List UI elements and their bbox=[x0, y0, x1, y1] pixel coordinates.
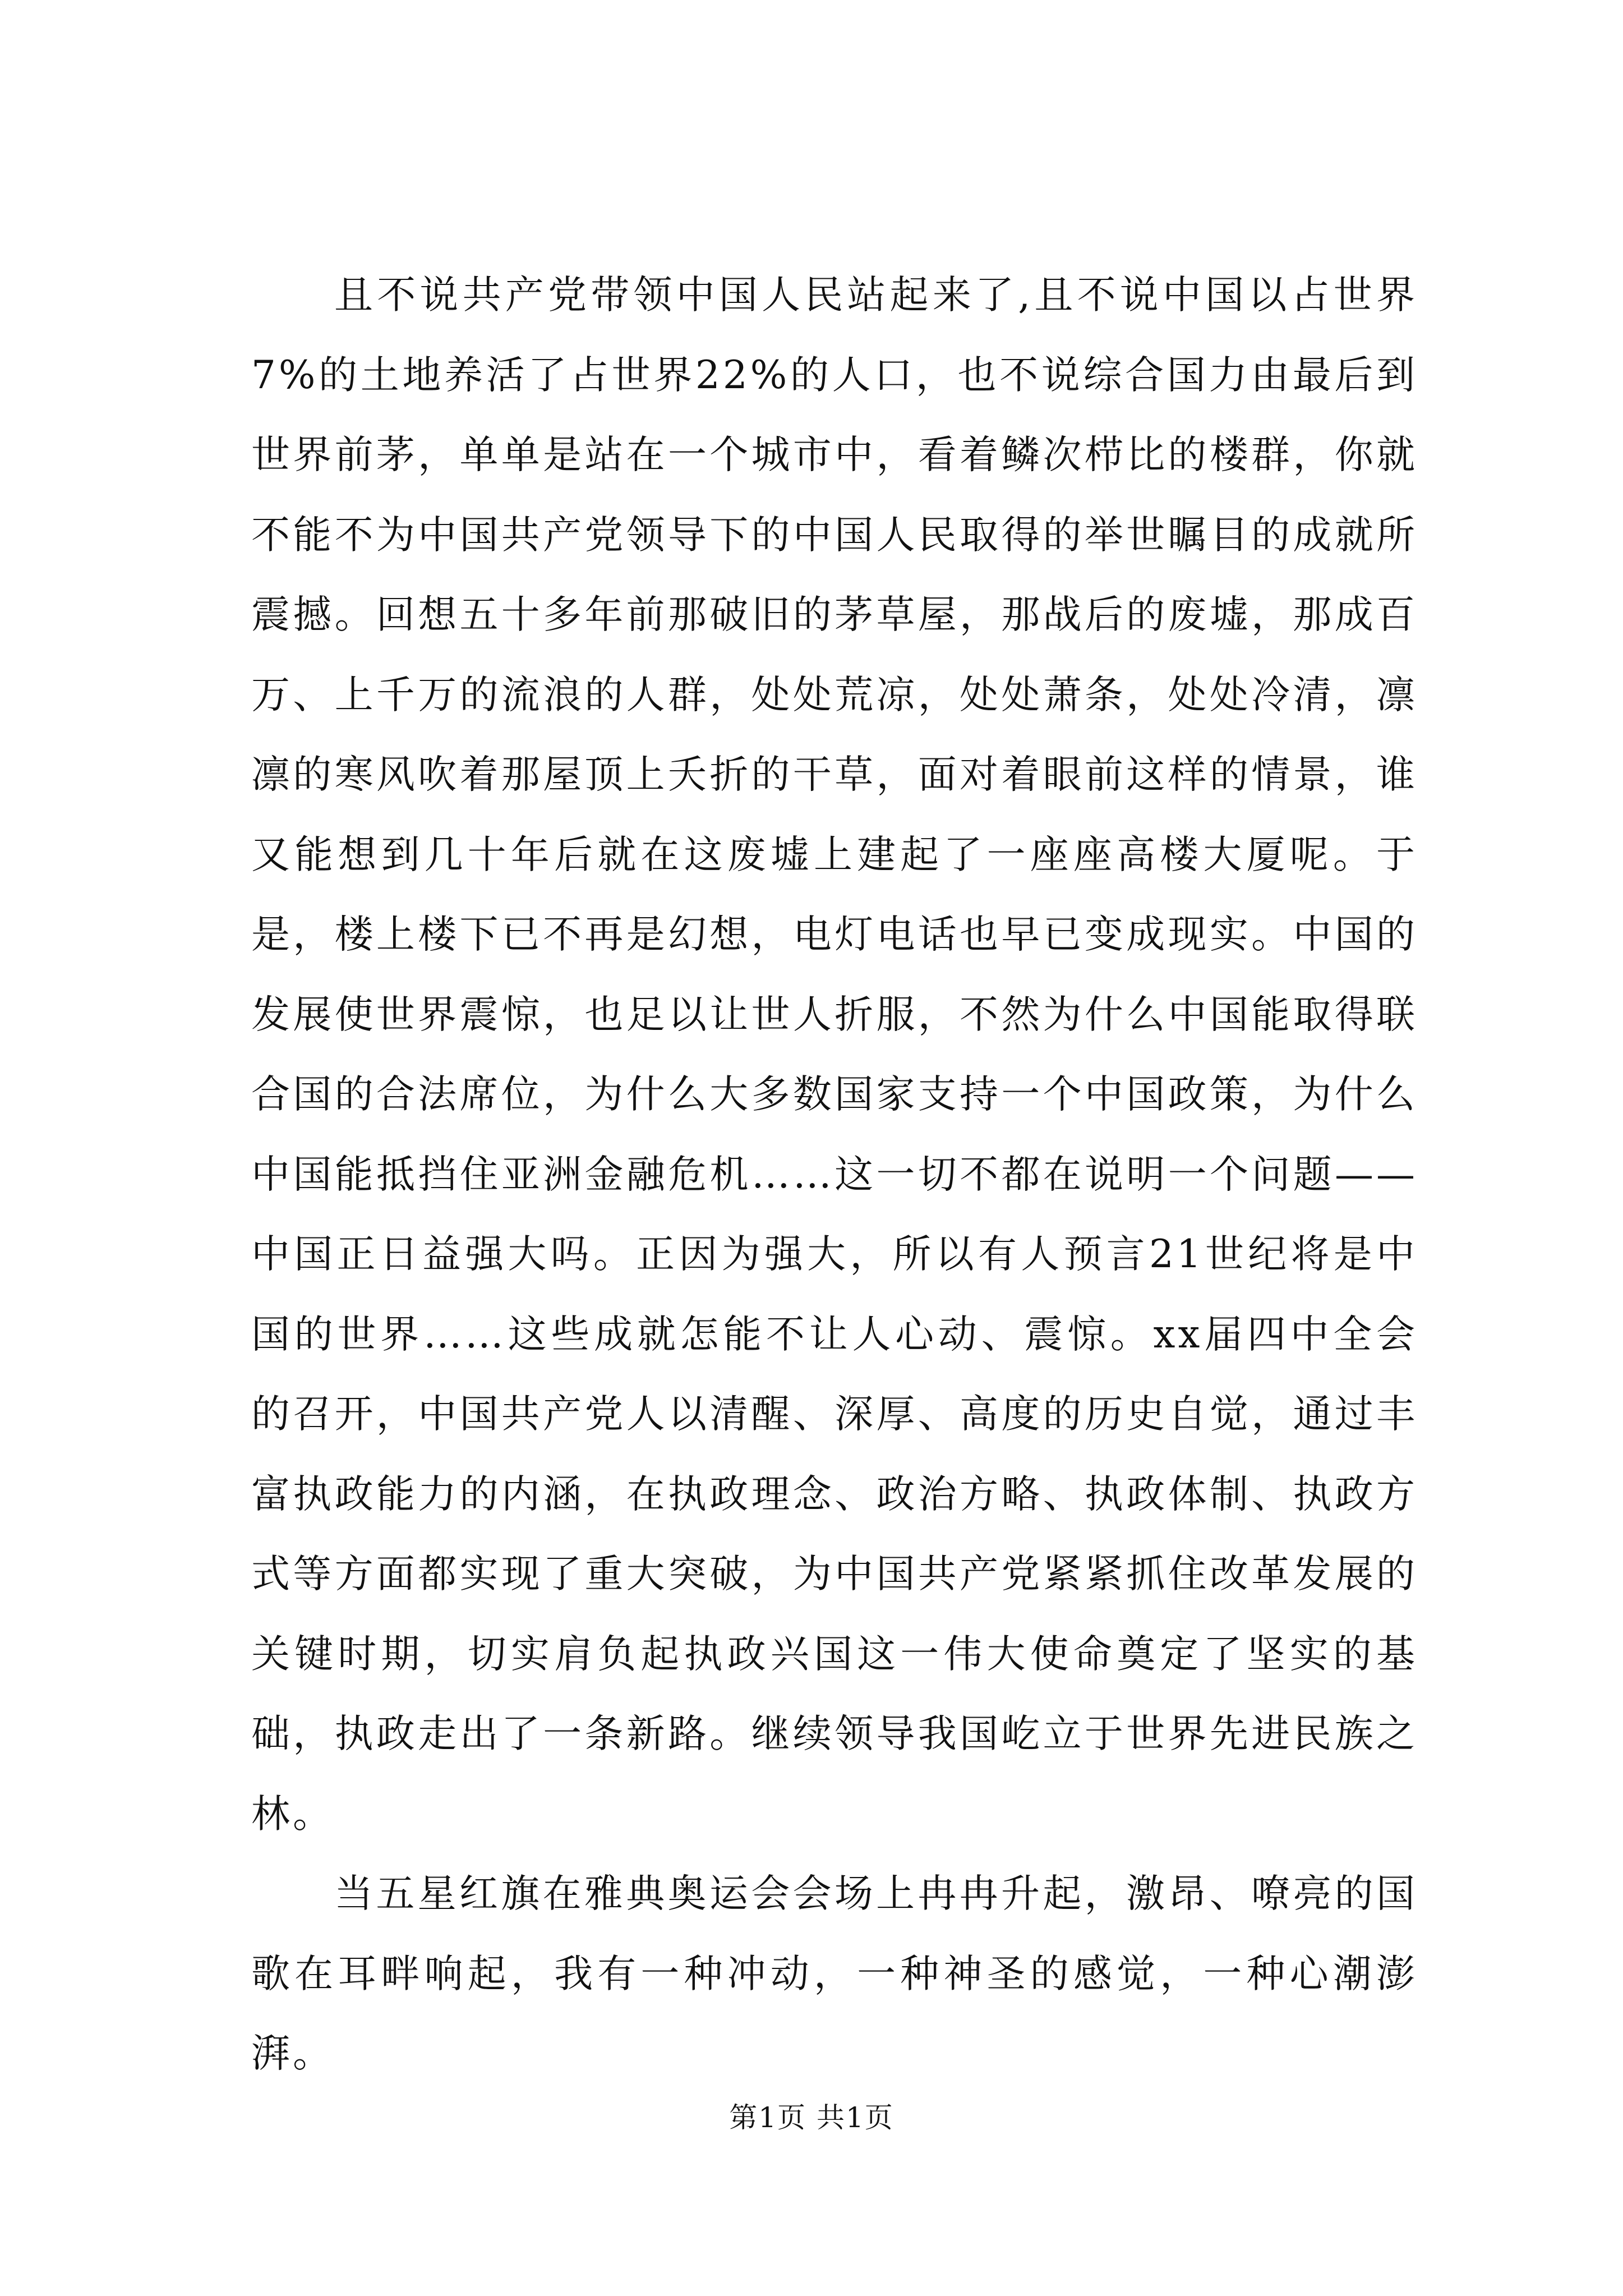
document-body bbox=[251, 255, 1418, 2094]
paragraph-1: 且不说共产党带领中国人民站起来了,且不说中国以占世界7%的土地养活了占世界22%的人口，也不说综合国力由最后到世界前茅，单单是站在一个城市中，看着鳞次栉比的楼群，你就不能不为中国共产党领导下的中国人民取得的举世瞩目的成就所震撼。回想五十多年前那破旧的茅草屋，那战后的废墟，那成百万、上千万的流浪的人群，处处荒凉，处处萧条，处处冷清，凛凛的寒风吹着那屋顶上夭折的干草，面对着眼前这样的情景，谁又能想到几十年后就在这废墟上建起了一座座高楼大厦呢。于是，楼上楼下已不再是幻想，电灯电话也早已变成现实。中国的发展使世界震惊，也足以让世人折服，不然为什么中国能取得联合国的合法席位，为什么大多数国家支持一个中国政策，为什么中国能抵挡住亚洲金融危机……这一切不都在说明一个问题——中国正日益强大吗。正因为强大，所以有人预言21世纪将是中国的世界……这些成就怎能不让人心动、震惊。xx届四中全会的召开，中国共产党人以清醒、深厚、高度的历史自觉，通过丰富执政能力的内涵，在执政理念、政治方略、执政体制、执政方式等方面都实现了重大突破，为中国共产党紧紧抓住改革发展的关键时期，切实肩负起执政兴国这一伟大使命奠定了坚实的基础，执政走出了一条新路。继续领导我国屹立于世界先进民族之林。 bbox=[251, 273, 1418, 1837]
page-footer: 第1页 共1页 bbox=[729, 2101, 894, 2134]
paragraph-2: 当五星红旗在雅典奥运会会场上冉冉升起，激昂、嘹亮的国歌在耳畔响起，我有一种冲动，一种神圣的感觉，一种心潮澎湃。 bbox=[251, 1871, 1418, 2076]
